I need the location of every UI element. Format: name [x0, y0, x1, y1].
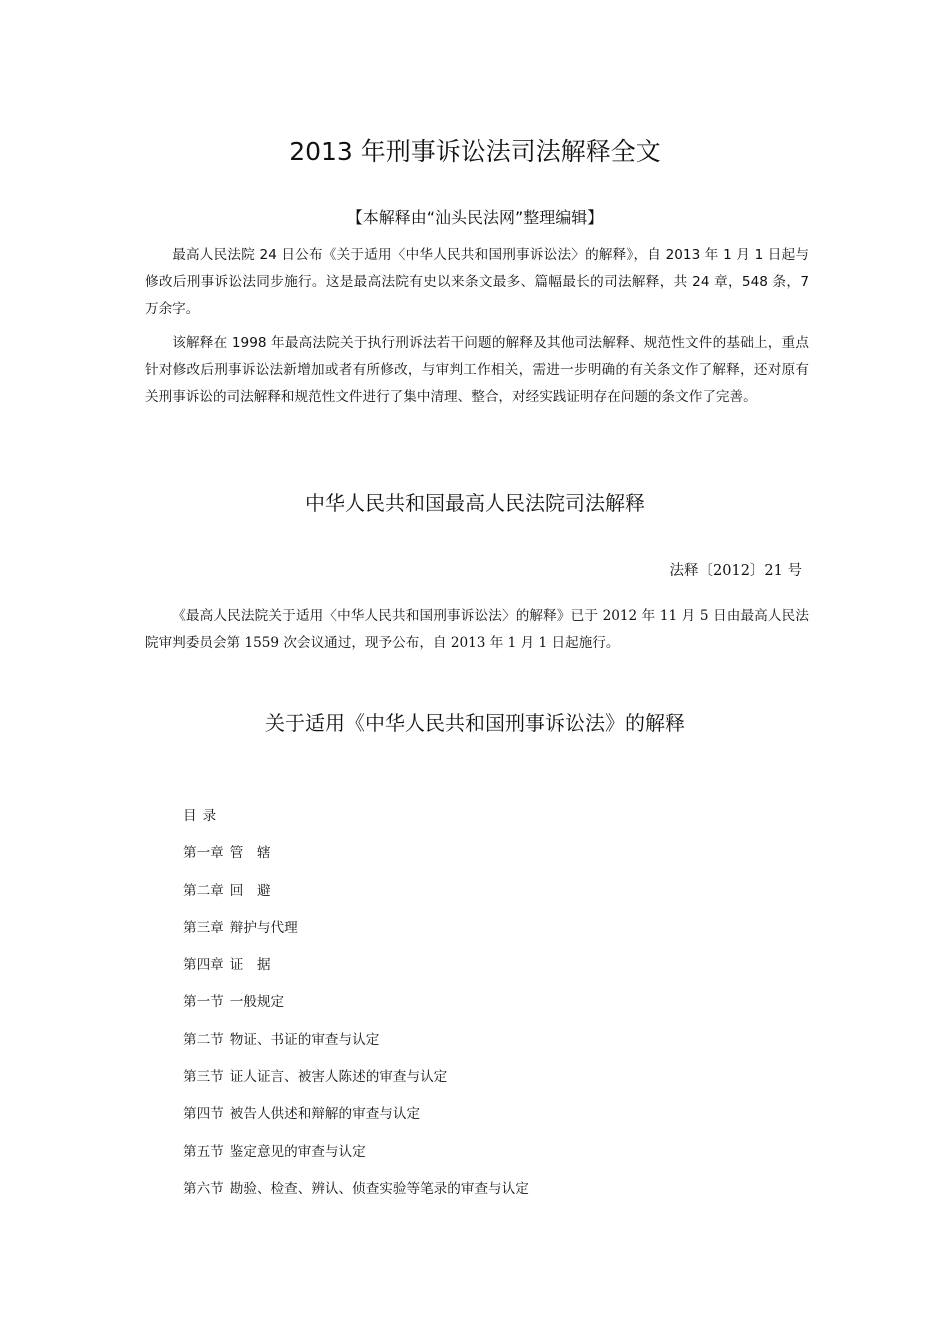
announcement-paragraph: 《最高人民法院关于适用〈中华人民共和国刑事诉讼法〉的解释》已于 2012 年 11 月 5 日由最高人民法院审判委员会第 1559 次会议通过，现予公布，自 2013 年 1 月 1 日起施行。: [145, 608, 809, 652]
toc-item: [183, 1102, 529, 1139]
toc-item-number: 第四节: [183, 1106, 224, 1123]
toc-item-number: 第二章: [183, 882, 224, 899]
toc-item: [183, 990, 529, 1027]
toc-item-text: 一般规定: [229, 994, 285, 1011]
toc-item: [183, 1028, 529, 1065]
toc-item-text: 鉴定意见的审查与认定: [229, 1143, 366, 1160]
toc-item-text: 回 避: [229, 882, 271, 899]
document-title: 2013 年刑事诉讼法司法解释全文: [289, 137, 661, 166]
toc-item-text: 物证、书证的审查与认定: [229, 1031, 380, 1048]
toc-item-text: 辩护与代理: [229, 919, 298, 936]
table-of-contents: [183, 804, 529, 1214]
toc-item-number: 目: [183, 808, 197, 824]
intro-paragraph-1: 最高人民法院 24 日公布《关于适用〈中华人民共和国刑事诉讼法〉的解释》，自 2013 年 1 月 1 日起与修改后刑事诉讼法同步施行。这是最高法院有史以来条文最多、篇幅最长的司法解释，共 24 章，548 条，7 万余字。: [145, 247, 809, 318]
toc-item: [183, 841, 529, 878]
toc-item-text: 勘验、检查、辨认、侦查实验等笔录的审查与认定: [229, 1180, 529, 1197]
toc-item-number: 第一节: [183, 994, 224, 1011]
toc-item-number: 第一章: [183, 845, 224, 862]
toc-item-text: 录: [202, 808, 217, 824]
intro-paragraph-2: 该解释在 1998 年最高法院关于执行刑诉法若干问题的解释及其他司法解释、规范性文件的基础上，重点针对修改后刑事诉讼法新增加或者有所修改，与审判工作相关，需进一步明确的有关条文作了解释，还对原有关刑事诉讼的司法解释和规范性文件进行了集中清理、整合，对经实践证明存在问题的条文作了完善。: [145, 335, 809, 406]
interpretation-heading: 关于适用《中华人民共和国刑事诉讼法》的解释: [265, 711, 685, 735]
toc-item: [183, 879, 529, 916]
toc-item-number: 第五节: [183, 1143, 224, 1160]
toc-item-number: 第三节: [183, 1069, 224, 1086]
toc-item-text: 管 辖: [229, 845, 271, 862]
toc-item-number: 第四章: [183, 957, 224, 974]
toc-item-text: 证人证言、被害人陈述的审查与认定: [229, 1069, 448, 1086]
source-note: 【本解释由“汕头民法网”整理编辑】: [346, 208, 604, 227]
toc-item: [183, 1140, 529, 1177]
toc-item-text: 被告人供述和辩解的审查与认定: [229, 1106, 421, 1123]
toc-item-number: 第六节: [183, 1180, 224, 1197]
toc-item: [183, 1177, 529, 1214]
toc-item: [183, 953, 529, 990]
toc-item: [183, 804, 529, 841]
toc-item-number: 第三章: [183, 919, 224, 936]
document-number: 法释〔2012〕21 号: [669, 563, 802, 579]
toc-item-text: 证 据: [229, 957, 271, 974]
toc-item: [183, 1065, 529, 1102]
toc-item: [183, 916, 529, 953]
toc-item-number: 第二节: [183, 1031, 224, 1048]
court-heading: 中华人民共和国最高人民法院司法解释: [305, 491, 645, 515]
